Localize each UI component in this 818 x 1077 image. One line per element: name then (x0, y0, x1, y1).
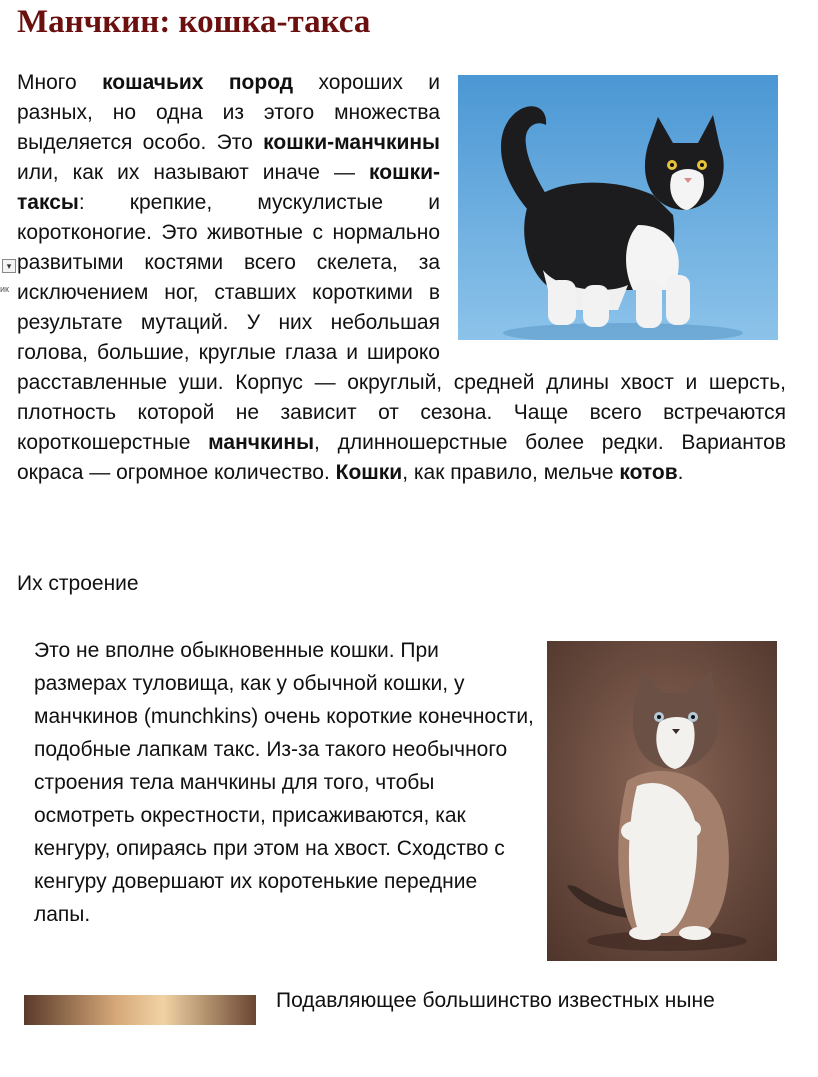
lead-text-2: хороших и разных, но одна из этого множества выделяется особо. Это (17, 71, 441, 154)
structure-paragraph: Это не вполне обыкновенные кошки. При размерах туловища, как у обычной кошки, у манчкинов (munchkins) очень короткие конечности, подобные лапкам такс. Из-за такого необычного строения тела манчкины для того, чтобы осмотреть окрестности, присаживаются, как кенгуру, опираясь при этом на хвост. Сходство с кенгуру довершают их коротенькие передние лапы. (34, 639, 534, 926)
bold-term: кошки-таксы (17, 161, 440, 214)
page-title: Манчкин: кошка-такса (17, 4, 371, 40)
article-intro-paragraph (17, 68, 786, 488)
cat-photo-partial (24, 995, 256, 1025)
lead-text-7: . (677, 461, 684, 484)
lead-text-3: или, как их называют иначе — (17, 161, 370, 184)
lead-text-1: Много (17, 71, 103, 94)
section-heading: Их строение (17, 572, 139, 595)
bold-term: кошки-манчкины (263, 131, 440, 154)
bold-term: манчкины (208, 431, 315, 454)
dropdown-arrow-icon[interactable]: ▾ (2, 259, 16, 273)
widget-fragment-text: ик (0, 284, 9, 294)
continuation-paragraph: Подавляющее большинство известных ныне (276, 989, 715, 1012)
bold-term: Кошки (335, 461, 403, 484)
bold-term: котов (619, 461, 678, 484)
bold-term: кошачьих пород (102, 71, 294, 94)
cat-photo-black-white (458, 75, 778, 340)
lead-text-4: : крепкие, мускулистые и коротконогие. Это животные с нормально развитыми костями всего скелета, за исключением ног, ставших короткими в результате мутаций. У них небольшая голова, большие, круглые глаза и широко расставленные уши. Корпус — округлый, средней длины хвост и шерсть, плотность которой не зависит от сезона. Чаще всего встречаются короткошерстные (17, 191, 786, 454)
lead-text-6: , как правило, мельче (402, 461, 620, 484)
lead-text-5: , длинношерстные более редки. Вариантов окраса — огромное количество. (17, 431, 787, 484)
cat-photo-standing (547, 641, 777, 961)
